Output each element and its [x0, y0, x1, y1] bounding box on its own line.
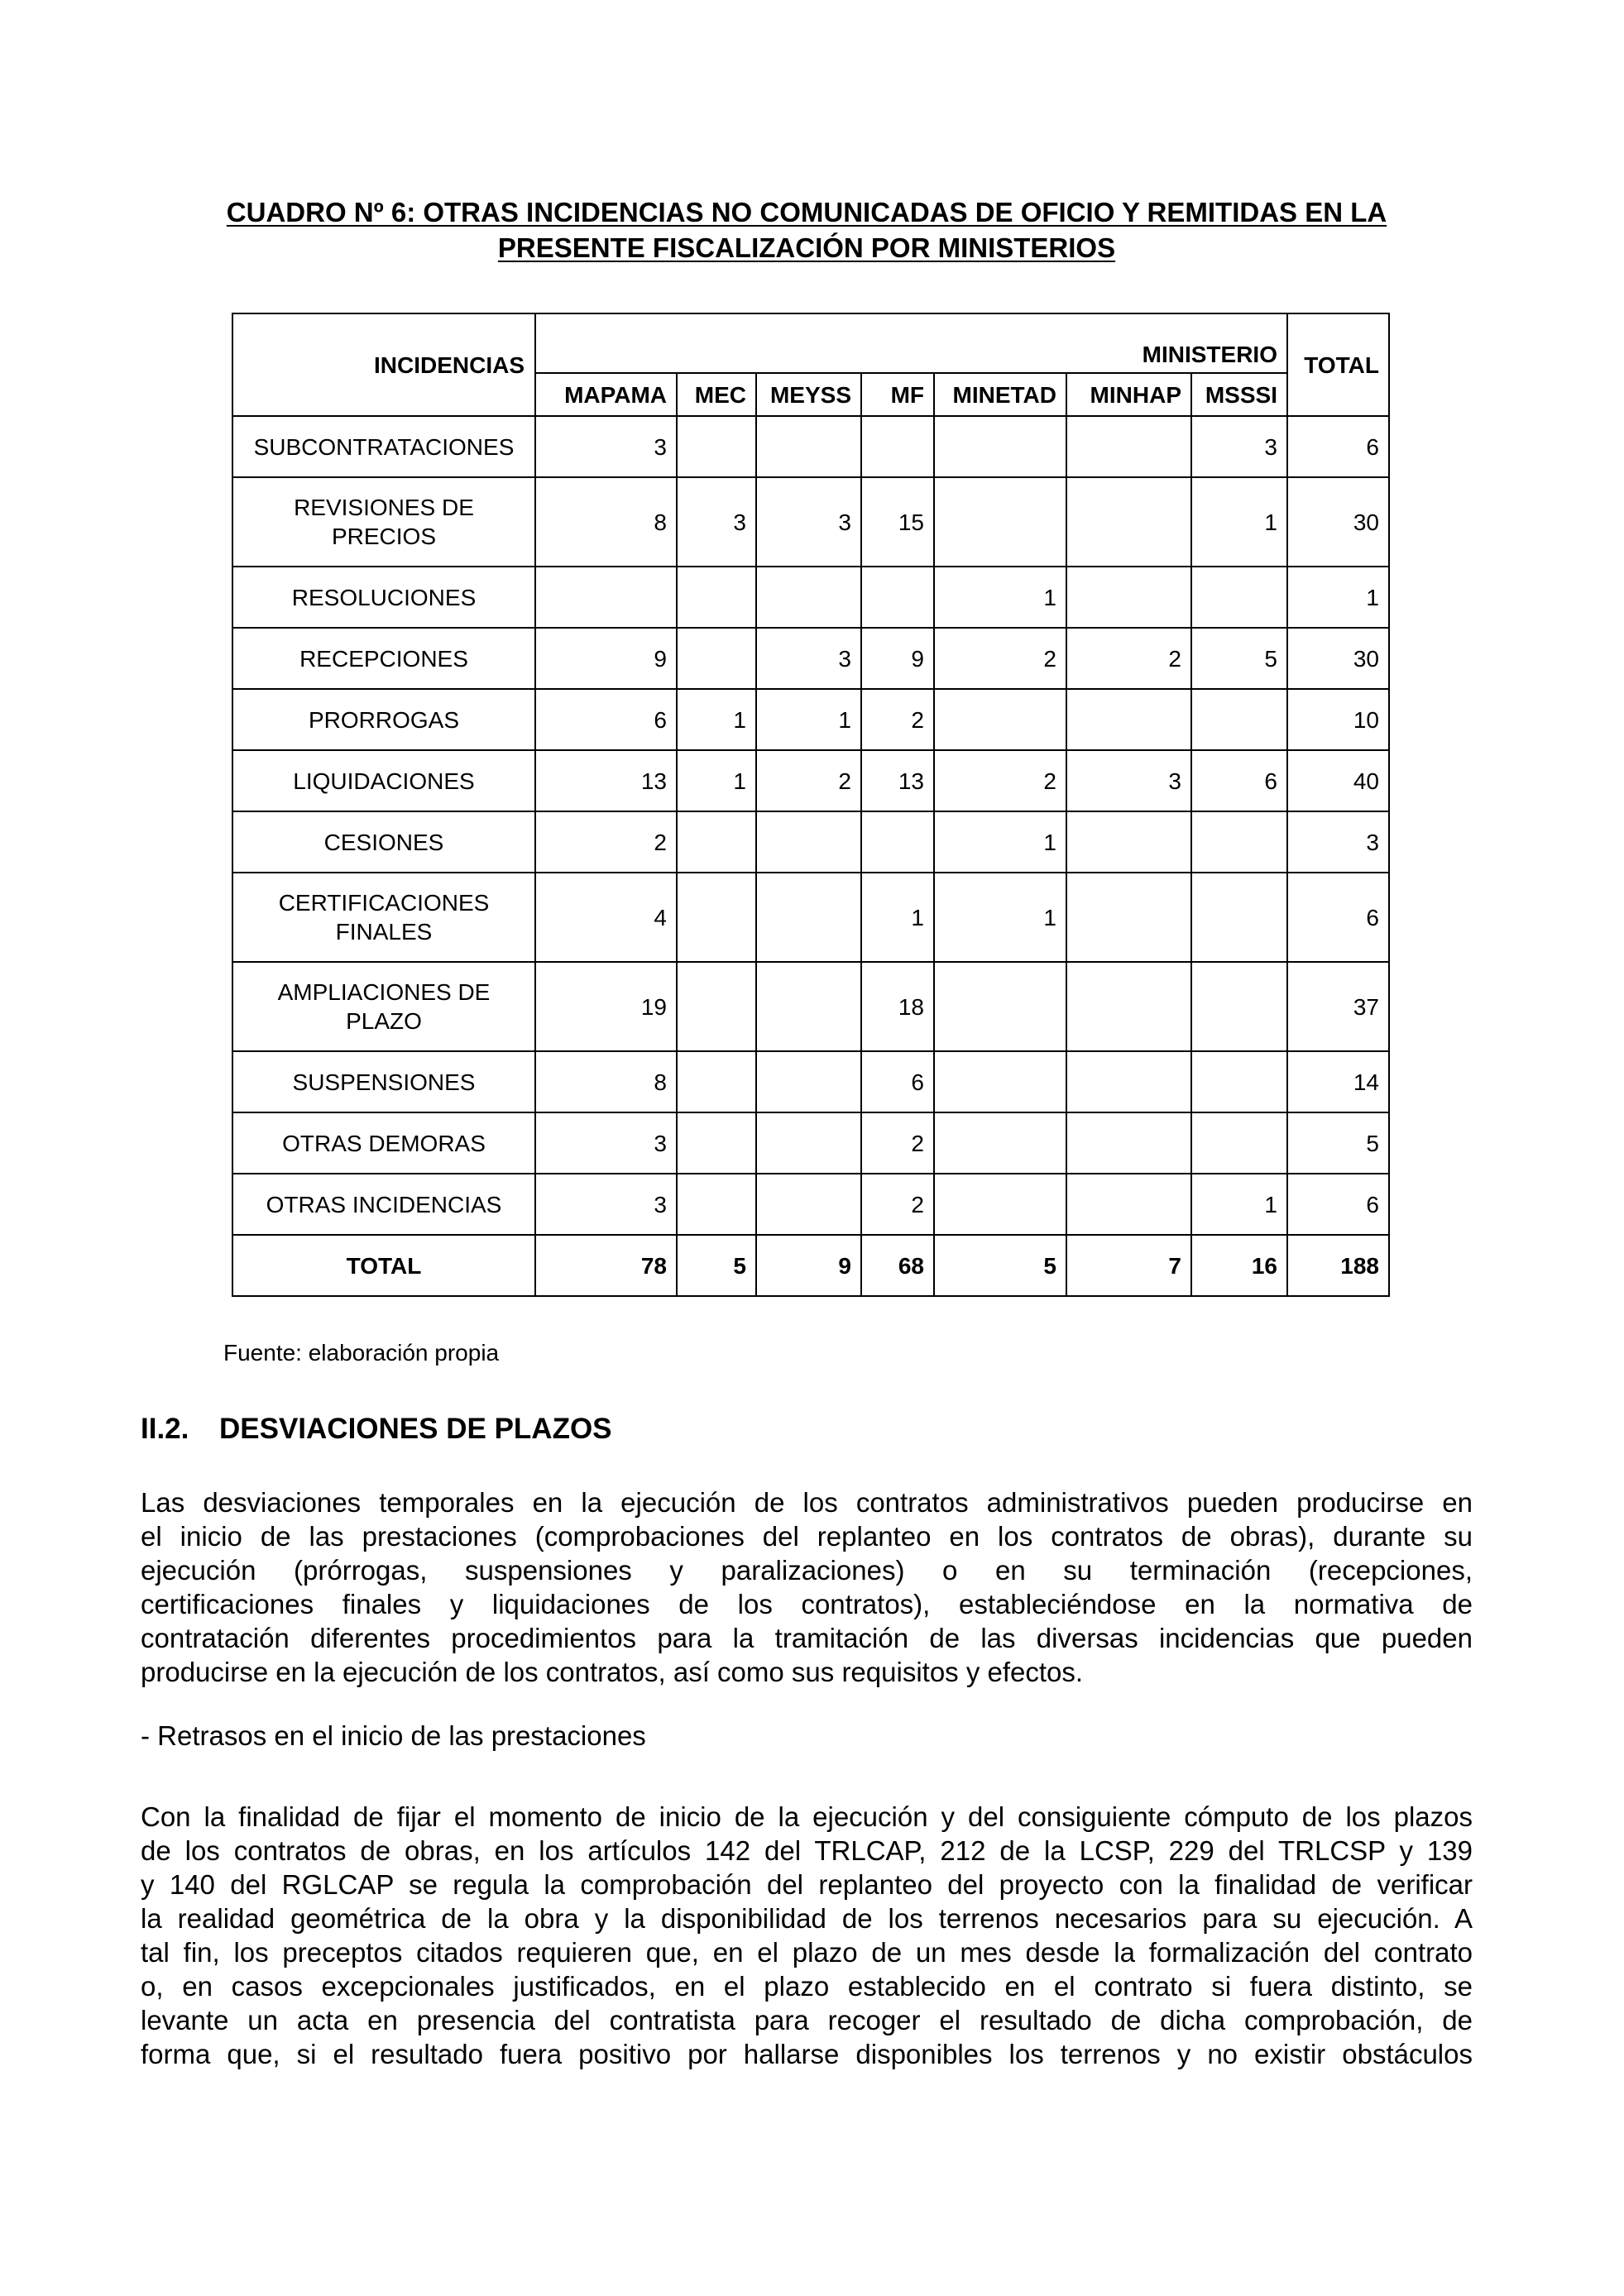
- row-total: 6: [1287, 873, 1389, 962]
- cell-value: [677, 628, 756, 689]
- cell-value: [677, 1112, 756, 1174]
- row-total: 10: [1287, 689, 1389, 750]
- paragraph-line: tal fin, los preceptos citados requieren que, en el plazo de un mes desde la formalización del contrato: [141, 1937, 1473, 1968]
- cell-value: 3: [1191, 416, 1287, 477]
- paragraph-line: o, en casos excepcionales justificados, en el plazo establecido en el contrato si fuera distinto, se: [141, 1971, 1473, 2002]
- row-total: 1: [1287, 567, 1389, 628]
- paragraph-line: ejecución (prórrogas, suspensiones y paralizaciones) o en su terminación (recepciones,: [141, 1555, 1473, 1586]
- row-total: 6: [1287, 1174, 1389, 1235]
- cell-value: 8: [535, 477, 677, 567]
- ministerio-header: MINISTERIO: [535, 313, 1287, 373]
- cell-value: 1: [1191, 477, 1287, 567]
- paragraph-retrasos-heading: [141, 1719, 1473, 1753]
- table-header-row: [232, 313, 1389, 373]
- cell-value: [1066, 1174, 1191, 1235]
- row-total: 37: [1287, 962, 1389, 1051]
- row-label: SUBCONTRATACIONES: [232, 416, 535, 477]
- cell-value: [677, 962, 756, 1051]
- table-row: [232, 567, 1389, 628]
- paragraph-line: y 140 del RGLCAP se regula la comprobación del replanteo del proyecto con la finalidad de verificar: [141, 1869, 1473, 1900]
- row-label: REVISIONES DE PRECIOS: [232, 477, 535, 567]
- ministry-header: MEYSS: [756, 373, 861, 416]
- table-title: [141, 194, 1473, 265]
- paragraph-line: contratación diferentes procedimientos para la tramitación de las diversas incidencias que pueden: [141, 1623, 1473, 1653]
- cell-value: [861, 416, 934, 477]
- row-total: 5: [1287, 1112, 1389, 1174]
- ministry-header: MAPAMA: [535, 373, 677, 416]
- cell-value: 7: [1066, 1235, 1191, 1296]
- row-label: AMPLIACIONES DE PLAZO: [232, 962, 535, 1051]
- cell-value: [1066, 1112, 1191, 1174]
- row-total: 30: [1287, 477, 1389, 567]
- cell-value: 13: [861, 750, 934, 811]
- cell-value: [1066, 811, 1191, 873]
- cell-value: [756, 873, 861, 962]
- section-number: II.2.: [141, 1413, 189, 1445]
- cell-value: [1066, 689, 1191, 750]
- cell-value: [756, 416, 861, 477]
- cell-value: 3: [677, 477, 756, 567]
- cell-value: [934, 1051, 1066, 1112]
- cell-value: [677, 567, 756, 628]
- cell-value: [934, 1112, 1066, 1174]
- table-row: [232, 416, 1389, 477]
- cell-value: 4: [535, 873, 677, 962]
- cell-value: [677, 873, 756, 962]
- cell-value: [535, 567, 677, 628]
- cell-value: 3: [535, 416, 677, 477]
- cell-value: 1: [934, 567, 1066, 628]
- cell-value: 1: [934, 873, 1066, 962]
- row-label: RESOLUCIONES: [232, 567, 535, 628]
- row-total: 3: [1287, 811, 1389, 873]
- cell-value: [756, 1112, 861, 1174]
- cell-value: [1066, 1051, 1191, 1112]
- cell-value: [756, 1174, 861, 1235]
- cell-value: 2: [756, 750, 861, 811]
- cell-value: [677, 811, 756, 873]
- cell-value: 2: [861, 1174, 934, 1235]
- cell-value: [756, 1051, 861, 1112]
- cell-value: 18: [861, 962, 934, 1051]
- row-label: OTRAS INCIDENCIAS: [232, 1174, 535, 1235]
- row-total: 188: [1287, 1235, 1389, 1296]
- paragraph-line: la realidad geométrica de la obra y la disponibilidad de los terrenos necesarios para su ejecución. A: [141, 1903, 1473, 1934]
- paragraph-replanteo: [141, 1800, 1473, 2071]
- ministry-header: MSSSI: [1191, 373, 1287, 416]
- cell-value: 2: [934, 750, 1066, 811]
- cell-value: [1066, 567, 1191, 628]
- row-total: 40: [1287, 750, 1389, 811]
- cell-value: 15: [861, 477, 934, 567]
- cell-value: [1191, 873, 1287, 962]
- section-heading: [141, 1413, 612, 1446]
- cell-value: 5: [677, 1235, 756, 1296]
- cell-value: 2: [535, 811, 677, 873]
- cell-value: [934, 689, 1066, 750]
- table-row: [232, 1051, 1389, 1112]
- cell-value: 6: [1191, 750, 1287, 811]
- table-title-line-1: CUADRO Nº 6: OTRAS INCIDENCIAS NO COMUNICADAS DE OFICIO Y REMITIDAS EN LA: [226, 197, 1387, 227]
- paragraph-line: Con la finalidad de fijar el momento de inicio de la ejecución y del consiguiente cómputo de los plazos: [141, 1801, 1473, 1832]
- cell-value: 16: [1191, 1235, 1287, 1296]
- cell-value: 68: [861, 1235, 934, 1296]
- row-label: LIQUIDACIONES: [232, 750, 535, 811]
- table-row: [232, 811, 1389, 873]
- row-label: CESIONES: [232, 811, 535, 873]
- row-label: TOTAL: [232, 1235, 535, 1296]
- cell-value: [1191, 811, 1287, 873]
- cell-value: 2: [934, 628, 1066, 689]
- cell-value: [1191, 962, 1287, 1051]
- cell-value: 13: [535, 750, 677, 811]
- cell-value: [756, 567, 861, 628]
- row-label: RECEPCIONES: [232, 628, 535, 689]
- row-total: 6: [1287, 416, 1389, 477]
- table-row: [232, 962, 1389, 1051]
- cell-value: [756, 962, 861, 1051]
- ministry-header: MEC: [677, 373, 756, 416]
- cell-value: 19: [535, 962, 677, 1051]
- table-row: [232, 873, 1389, 962]
- ministry-header: MINETAD: [934, 373, 1066, 416]
- cell-value: 3: [535, 1174, 677, 1235]
- row-label: CERTIFICACIONES FINALES: [232, 873, 535, 962]
- cell-value: 2: [1066, 628, 1191, 689]
- section-title: DESVIACIONES DE PLAZOS: [219, 1413, 612, 1445]
- cell-value: [934, 1174, 1066, 1235]
- cell-value: [677, 1174, 756, 1235]
- cell-value: 78: [535, 1235, 677, 1296]
- incidencias-table: [232, 313, 1390, 1297]
- ministry-header: MINHAP: [1066, 373, 1191, 416]
- cell-value: [1191, 1112, 1287, 1174]
- cell-value: 9: [756, 1235, 861, 1296]
- table-source-note: Fuente: elaboración propia: [223, 1340, 500, 1366]
- cell-value: [1066, 873, 1191, 962]
- cell-value: 1: [677, 689, 756, 750]
- cell-value: 5: [934, 1235, 1066, 1296]
- row-label: OTRAS DEMORAS: [232, 1112, 535, 1174]
- table-total-row: [232, 1235, 1389, 1296]
- cell-value: [934, 962, 1066, 1051]
- cell-value: 3: [1066, 750, 1191, 811]
- table-row: [232, 628, 1389, 689]
- cell-value: 5: [1191, 628, 1287, 689]
- cell-value: 1: [934, 811, 1066, 873]
- cell-value: [1066, 416, 1191, 477]
- total-header: TOTAL: [1287, 313, 1389, 416]
- incidencias-header: INCIDENCIAS: [232, 313, 535, 416]
- paragraph-line: producirse en la ejecución de los contratos, así como sus requisitos y efectos.: [141, 1657, 1084, 1687]
- cell-value: [1066, 962, 1191, 1051]
- paragraph-line: el inicio de las prestaciones (comprobaciones del replanteo en los contratos de obras), durante su: [141, 1521, 1473, 1552]
- cell-value: [1191, 567, 1287, 628]
- cell-value: [1191, 689, 1287, 750]
- cell-value: [677, 1051, 756, 1112]
- paragraph-line: levante un acta en presencia del contratista para recoger el resultado de dicha comprobación, de: [141, 2005, 1473, 2035]
- cell-value: [934, 416, 1066, 477]
- cell-value: 3: [756, 628, 861, 689]
- table-row: [232, 477, 1389, 567]
- paragraph-line: certificaciones finales y liquidaciones de los contratos), estableciéndose en la normativa de: [141, 1589, 1473, 1619]
- ministry-header: MF: [861, 373, 934, 416]
- paragraph-line: - Retrasos en el inicio de las prestaciones: [141, 1720, 646, 1751]
- cell-value: [861, 567, 934, 628]
- paragraph-line: de los contratos de obras, en los artículos 142 del TRLCAP, 212 de la LCSP, 229 del TRLCSP y 139: [141, 1835, 1473, 1866]
- row-label: SUSPENSIONES: [232, 1051, 535, 1112]
- cell-value: [861, 811, 934, 873]
- cell-value: 1: [861, 873, 934, 962]
- cell-value: 9: [861, 628, 934, 689]
- cell-value: [756, 811, 861, 873]
- cell-value: [1191, 1051, 1287, 1112]
- cell-value: 2: [861, 1112, 934, 1174]
- table-row: [232, 750, 1389, 811]
- table-title-line-2: PRESENTE FISCALIZACIÓN POR MINISTERIOS: [497, 232, 1116, 263]
- cell-value: [1066, 477, 1191, 567]
- cell-value: 6: [535, 689, 677, 750]
- cell-value: [934, 477, 1066, 567]
- cell-value: 3: [535, 1112, 677, 1174]
- table-row: [232, 1112, 1389, 1174]
- cell-value: 8: [535, 1051, 677, 1112]
- cell-value: 9: [535, 628, 677, 689]
- table-row: [232, 689, 1389, 750]
- cell-value: 1: [756, 689, 861, 750]
- cell-value: 1: [1191, 1174, 1287, 1235]
- cell-value: 6: [861, 1051, 934, 1112]
- row-total: 30: [1287, 628, 1389, 689]
- cell-value: [677, 416, 756, 477]
- paragraph-line: Las desviaciones temporales en la ejecución de los contratos administrativos pueden producirse en: [141, 1487, 1473, 1518]
- row-total: 14: [1287, 1051, 1389, 1112]
- table-row: [232, 1174, 1389, 1235]
- cell-value: 2: [861, 689, 934, 750]
- paragraph-line: forma que, si el resultado fuera positivo por hallarse disponibles los terrenos y no existir obstáculos: [141, 2039, 1473, 2069]
- cell-value: 1: [677, 750, 756, 811]
- row-label: PRORROGAS: [232, 689, 535, 750]
- cell-value: 3: [756, 477, 861, 567]
- paragraph-desviaciones: [141, 1485, 1473, 1689]
